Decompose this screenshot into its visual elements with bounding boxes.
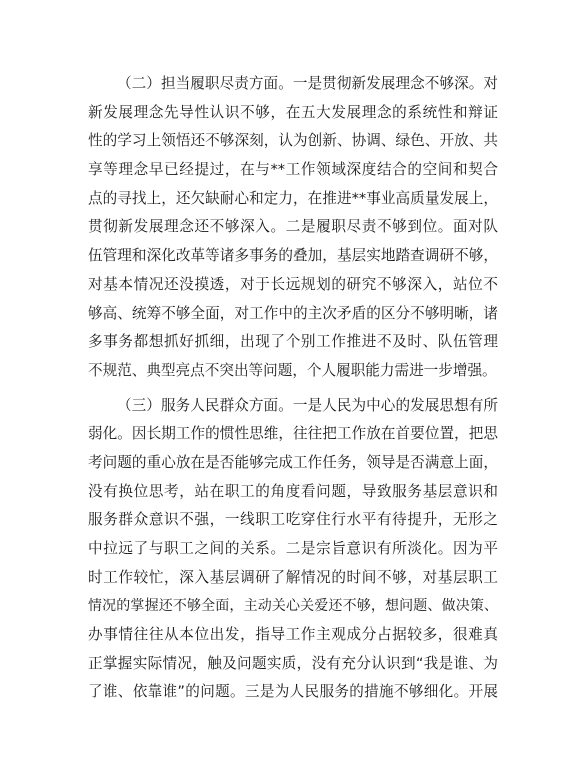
paragraph-line: （二）担当履职尽责方面。一是贯彻新发展理念不够深。对 [117,75,498,92]
paragraph-line: 服务群众意识不强，一线职工吃穿住行水平有待提升，无形之 [88,511,498,529]
paragraph-line: 正掌握实际情况，触及问题实质，没有充分认识到“我是谁、为 [88,654,498,672]
paragraph-line: 多事务都想抓好抓细，出现了个别工作推进不及时、队伍管理 [88,333,498,351]
paragraph-line: （三）服务人民群众方面。一是人民为中心的发展思想有所 [117,396,498,414]
paragraph-line: 时工作较忙，深入基层调研了解情况的时间不够，对基层职工 [88,568,498,586]
paragraph-line: 没有换位思考，站在职工的角度看问题，导致服务基层意识和 [88,482,498,500]
paragraph-line: 性的学习上领悟还不够深刻，认为创新、协调、绿色、开放、共 [88,132,498,150]
paragraph-line: 够高、统筹不够全面，对工作中的主次矛盾的区分不够明晰，诸 [88,304,498,322]
paragraph-line: 点的寻找上，还欠缺耐心和定力，在推进**事业高质量发展上， [88,189,498,207]
document-body [88,70,498,713]
paragraph-line: 情况的掌握还不够全面，主动关心关爱还不够，想问题、做决策、 [88,598,498,615]
paragraph-line: 中拉远了与职工之间的关系。二是宗旨意识有所淡化。因为平 [88,540,498,557]
paragraph-line: 不规范、典型亮点不突出等问题，个人履职能力需进一步增强。 [88,361,497,379]
paragraph-line: 享等理念早已经提过，在与**工作领域深度结合的空间和契合 [88,161,498,179]
paragraph-line: 了谁、依靠谁”的问题。三是为人民服务的措施不够细化。开展 [88,683,498,701]
paragraph-line: 对基本情况还没摸透，对于长远规划的研究不够深入，站位不 [88,275,498,293]
paragraph-line: 办事情往往从本位出发，指导工作主观成分占据较多，很难真 [88,626,498,644]
paragraph-duty-performance [88,70,498,386]
paragraph-line: 贯彻新发展理念还不够深入。二是履职尽责不够到位。面对队 [88,218,498,236]
paragraph-line: 考问题的重心放在是否能够完成工作任务，领导是否满意上面， [88,453,498,471]
paragraph-serving-people [88,392,498,708]
paragraph-line: 弱化。因长期工作的惯性思维，往往把工作放在首要位置，把思 [88,425,498,443]
paragraph-line: 新发展理念先导性认识不够，在五大发展理念的系统性和辩证 [88,103,498,121]
paragraph-line: 伍管理和深化改革等诸多事务的叠加，基层实地踏查调研不够， [88,247,498,265]
